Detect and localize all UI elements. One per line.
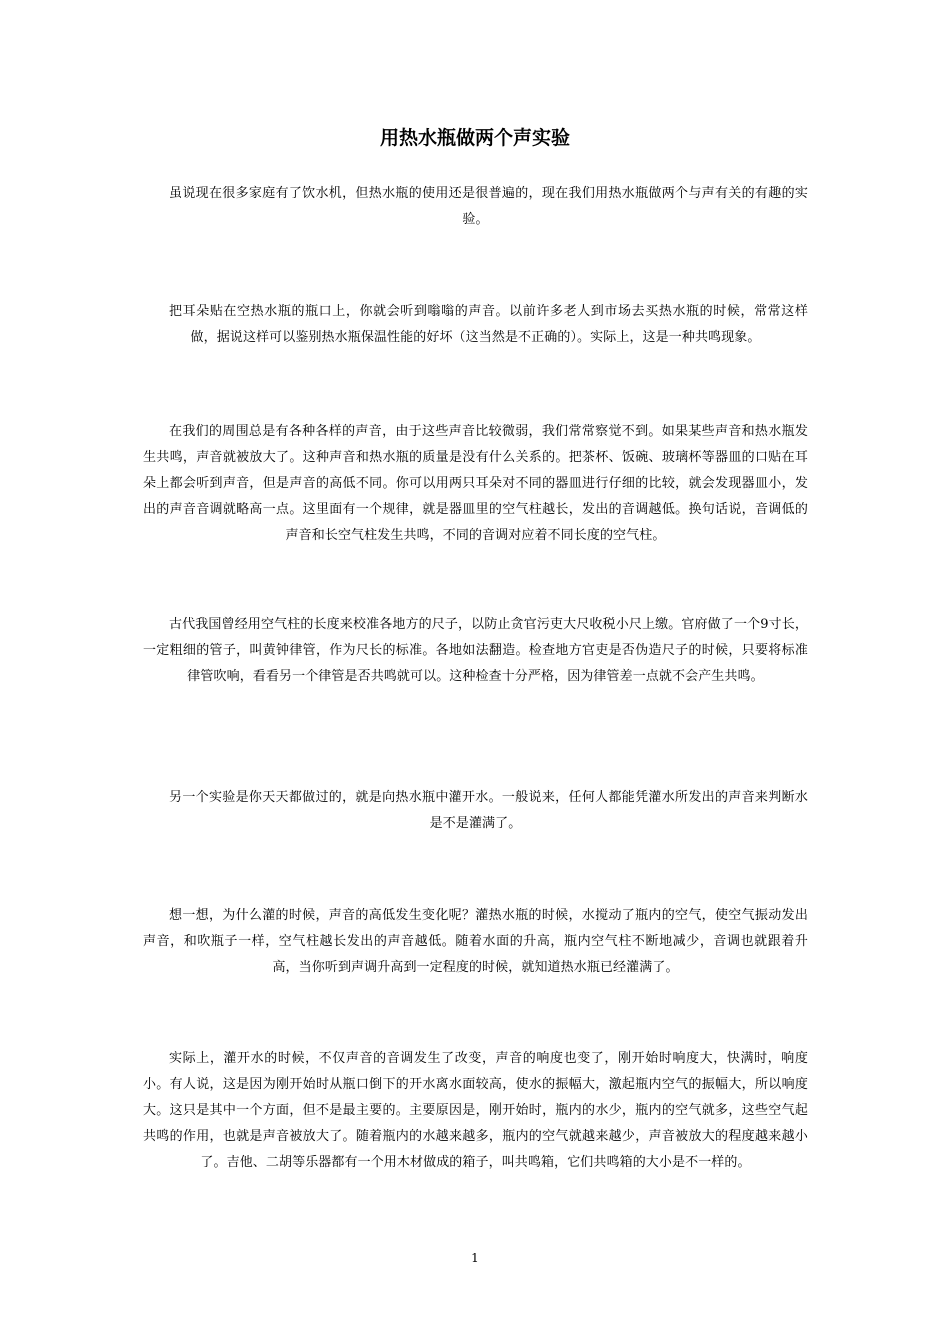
paragraph-ancient-ruler: 古代我国曾经用空气柱的长度来校准各地方的尺子，以防止贪官污吏大尺收税小尺上缴。官府做了一个9寸长，一定粗细的管子，叫黄钟律管，作为尺长的标准。各地如法翻造。检查地方官吏是否伪造尺子的时候，只要将标准律管吹响，看看另一个律管是否共鸣就可以。这种检查十分严格，因为律管差一点就不会产生共鸣。: [143, 617, 808, 684]
paragraph-ear-resonance: 把耳朵贴在空热水瓶的瓶口上，你就会听到嗡嗡的声音。以前许多老人到市场去买热水瓶的时候，常常这样做，据说这样可以鉴别热水瓶保温性能的好坏（这当然是不正确的）。实际上，这是一种共鸣现象。: [169, 304, 808, 345]
paragraph-pitch-change: 想一想，为什么灌的时候，声音的高低发生变化呢？灌热水瓶的时候，水搅动了瓶内的空气，使空气振动发出声音，和吹瓶子一样，空气柱越长发出的声音越低。随着水面的升高，瓶内空气柱不断地减少，音调也就跟着升高，当你听到声调升高到一定程度的时候，就知道热水瓶已经灌满了。: [143, 908, 808, 975]
paragraph-second-experiment: 另一个实验是你天天都做过的，就是向热水瓶中灌开水。一般说来，任何人都能凭灌水所发出的声音来判断水是不是灌满了。: [169, 790, 808, 831]
document-title: 用热水瓶做两个声实验: [379, 127, 570, 149]
paragraph-loudness-change: 实际上，灌开水的时候，不仅声音的音调发生了改变，声音的响度也变了，刚开始时响度大，快满时，响度小。有人说，这是因为刚开始时从瓶口倒下的开水离水面较高，使水的振幅大，激起瓶内空气的振幅大，所以响度大。这只是其中一个方面，但不是最主要的。主要原因是，刚开始时，瓶内的水少，瓶内的空气就多，这些空气起共鸣的作用，也就是声音被放大了。随着瓶内的水越来越多，瓶内的空气就越来越少，声音被放大的程度越来越小了。吉他、二胡等乐器都有一个用木材做成的箱子，叫共鸣箱，它们共鸣箱的大小是不一样的。: [143, 1051, 808, 1170]
page-number: 1: [471, 1251, 479, 1265]
paragraph-intro: 虽说现在很多家庭有了饮水机，但热水瓶的使用还是很普遍的，现在我们用热水瓶做两个与声有关的有趣的实验。: [169, 186, 808, 227]
paragraph-air-column: 在我们的周围总是有各种各样的声音，由于这些声音比较微弱，我们常常察觉不到。如果某些声音和热水瓶发生共鸣，声音就被放大了。这种声音和热水瓶的质量是没有什么关系的。把茶杯、饭碗、玻璃杯等器皿的口贴在耳朵上都会听到声音，但是声音的高低不同。你可以用两只耳朵对不同的器皿进行仔细的比较，就会发现器皿小，发出的声音音调就略高一点。这里面有一个规律，就是器皿里的空气柱越长，发出的音调越低。换句话说，音调低的声音和长空气柱发生共鸣，不同的音调对应着不同长度的空气柱。: [143, 424, 808, 543]
